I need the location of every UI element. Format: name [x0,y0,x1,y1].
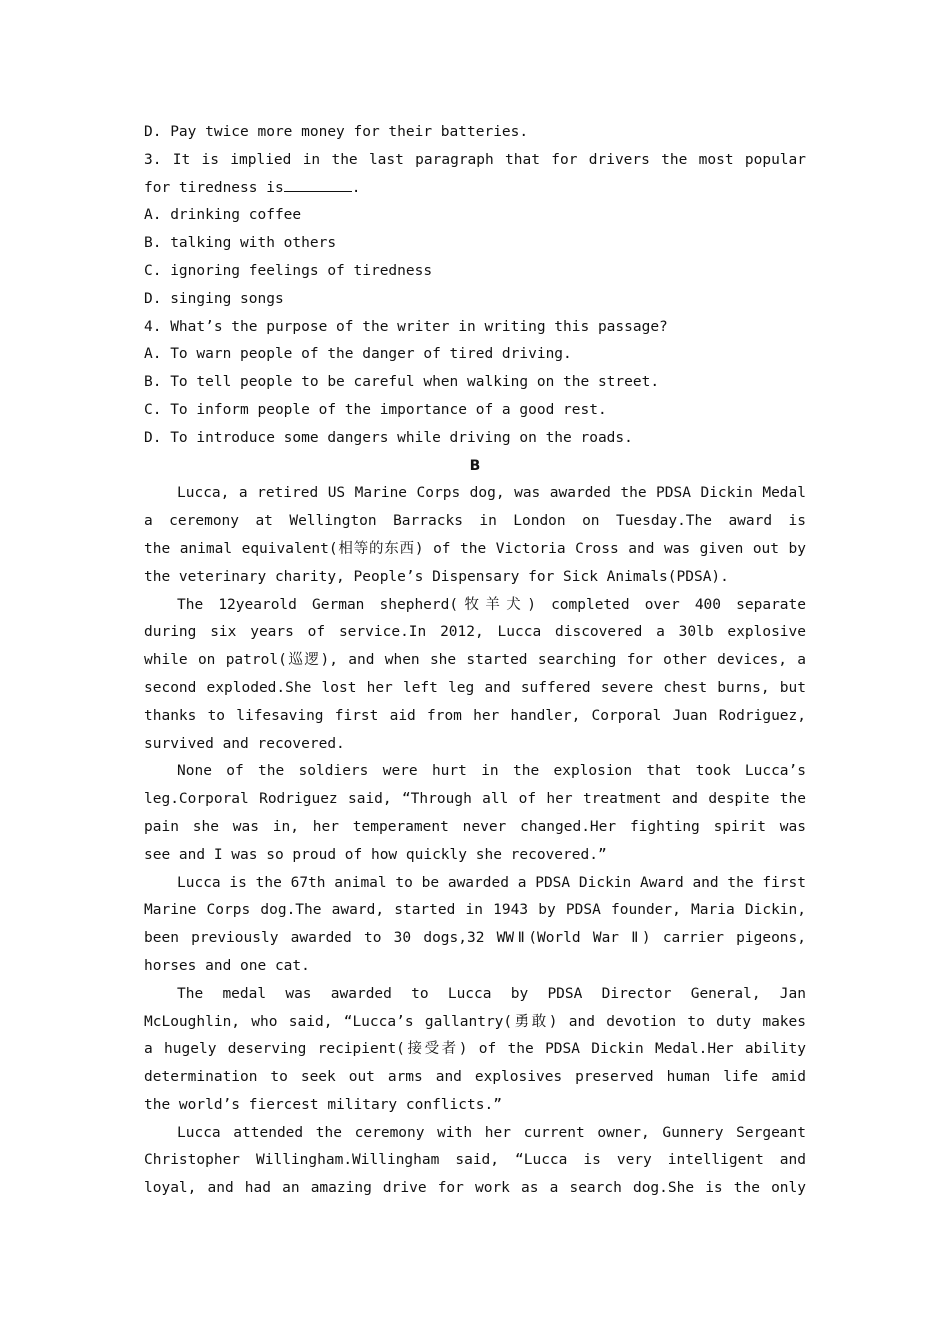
p4-line4: horses and one cat. [144,957,310,974]
p2-line6: survived and recovered. [144,735,345,752]
document-page [144,119,806,1203]
p2-line5: thanks to lifesaving first aid from her handler, Corporal Juan Rodriguez, [144,707,806,724]
q3-option-c: C. ignoring feelings of tiredness [144,262,433,279]
section-heading: B [469,457,481,474]
p5-line4: determination to seek out arms and explosives preserved human life amid [144,1069,806,1086]
q4-option-b: B. To tell people to be careful when walking on the street. [144,374,660,391]
p6-line3: loyal, and had an amazing drive for work as a search dog.She is the only [144,1180,806,1197]
p1-line4: the veterinary charity, People’s Dispensary for Sick Animals(PDSA). [144,568,729,585]
p4-line3: been previously awarded to 30 dogs,32 WWⅡ(World War Ⅱ) carrier pigeons, [144,930,806,947]
p3-line2: leg.Corporal Rodriguez said, “Through all of her treatment and despite the [144,791,806,808]
q3-stem-line2 [144,175,806,203]
p2-line2: during six years of service.In 2012, Lucca discovered a 30lb explosive [144,624,806,641]
p1-line3: the animal equivalent(相等的东西) of the Victoria Cross and was given out by [144,540,806,557]
q3-option-a: A. drinking coffee [144,207,302,224]
p2-line4: second exploded.She lost her left leg and suffered severe chest burns, but [144,679,806,696]
q4-option-c: C. To inform people of the importance of a good rest. [144,401,607,418]
p5-line5: the world’s fiercest military conflicts.” [144,1096,502,1113]
p2-line1: The 12yearold German shepherd(牧羊犬) completed over 400 separate [177,596,806,613]
q3-stem-text: for tiredness is [144,179,284,196]
q3-option-b: B. talking with others [144,235,337,252]
q3-stem-line1: 3. It is implied in the last paragraph that for drivers the most popular [144,151,806,168]
q3-option-d: D. singing songs [144,290,284,307]
p2-line3: while on patrol(巡逻), and when she started searching for other devices, a [144,652,806,669]
p5-line1: The medal was awarded to Lucca by PDSA Director General, Jan [177,985,806,1002]
p1-line2: a ceremony at Wellington Barracks in London on Tuesday.The award is [144,513,806,530]
q4-stem: 4. What’s the purpose of the writer in writing this passage? [144,318,668,335]
answer-blank [284,179,352,192]
p5-line3: a hugely deserving recipient(接受者) of the PDSA Dickin Medal.Her ability [144,1041,806,1058]
p3-line1: None of the soldiers were hurt in the explosion that took Lucca’s [177,763,806,780]
p1-line1: Lucca, a retired US Marine Corps dog, was awarded the PDSA Dickin Medal [177,485,806,502]
q4-option-a: A. To warn people of the danger of tired driving. [144,346,572,363]
p6-line2: Christopher Willingham.Willingham said, “Lucca is very intelligent and [144,1152,806,1169]
p5-line2: McLoughlin, who said, “Lucca’s gallantry(勇敢) and devotion to duty makes [144,1013,806,1030]
p4-line1: Lucca is the 67th animal to be awarded a PDSA Dickin Award and the first [177,874,806,891]
q3-stem-end: . [351,179,361,196]
p4-line2: Marine Corps dog.The award, started in 1943 by PDSA founder, Maria Dickin, [144,902,806,919]
q4-option-d: D. To introduce some dangers while driving on the roads. [144,429,633,446]
p3-line4: see and I was so proud of how quickly she recovered.” [144,846,607,863]
p6-line1: Lucca attended the ceremony with her current owner, Gunnery Sergeant [177,1124,806,1141]
p3-line3: pain she was in, her temperament never changed.Her fighting spirit was [144,818,806,835]
q2-option-d: D. Pay twice more money for their batteries. [144,124,529,140]
